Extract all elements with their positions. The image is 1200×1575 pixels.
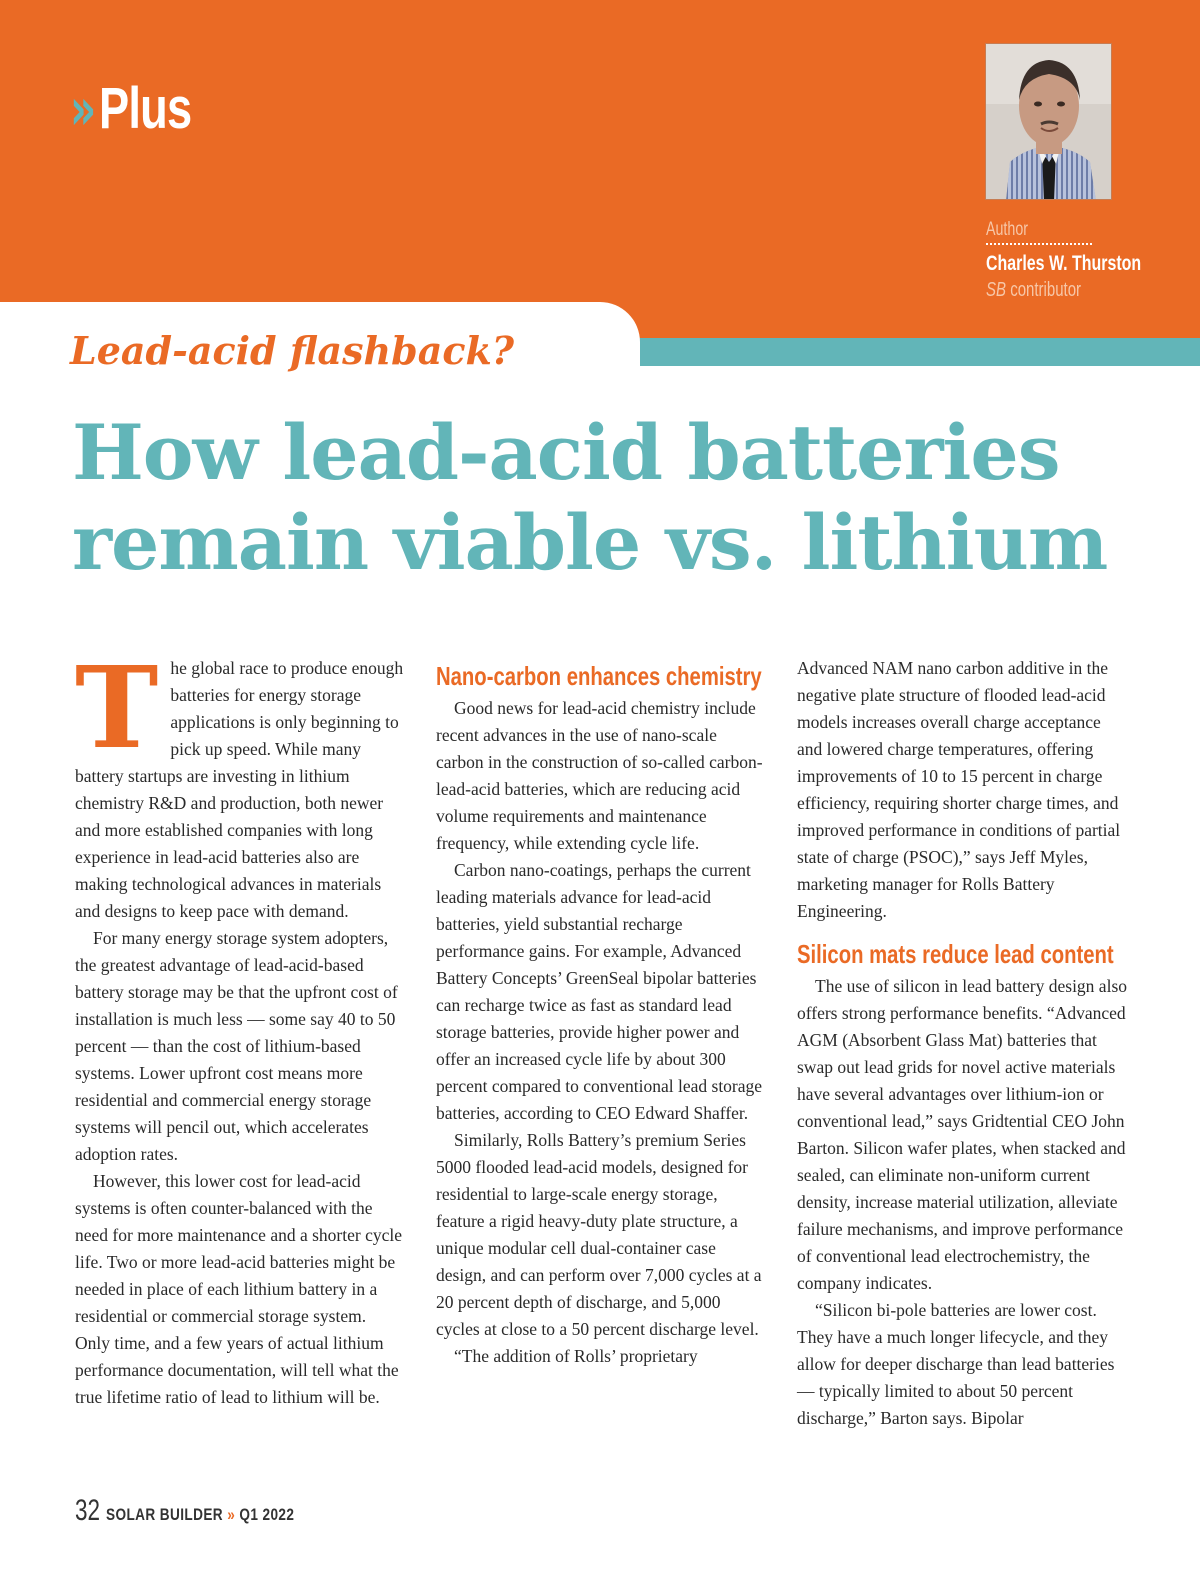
paragraph: “Silicon bi-pole batteries are lower cost. They have a much longer lifecycle, and they allow for deeper discharge than lead batteries — typically limited to about 50 percent discharge,” Barton says. Bipolar (797, 1300, 1115, 1428)
author-photo (985, 43, 1112, 200)
kicker: Lead-acid flashback? (70, 328, 515, 373)
teal-accent-bar (638, 338, 1200, 366)
section-label (70, 75, 218, 143)
headline-line-2: remain viable vs. lithium (72, 498, 1108, 587)
author-byline (986, 218, 1186, 303)
paragraph: “The addition of Rolls’ proprietary (454, 1346, 698, 1366)
subhead: Silicon mats reduce lead content (797, 939, 1114, 969)
paragraph: Good news for lead-acid chemistry include recent advances in the use of nano-scale carbon in the construction of so-called carbon-lead-acid batteries, which are reducing acid volume requirements and maintenance frequency, while extending cycle life. (436, 698, 763, 853)
publication-name: SOLAR BUILDER (106, 1505, 224, 1524)
author-role (986, 277, 1136, 303)
publication-info (106, 1505, 294, 1525)
headline (72, 408, 1107, 588)
paragraph: Similarly, Rolls Battery’s premium Series 5000 flooded lead-acid models, designed for residential to large-scale energy storage, feature a rigid heavy-duty plate structure, a unique modular cell dual-container case design, and can perform over 7,000 cycles at a 20 percent depth of discharge, and 5,000 cycles at close to a 50 percent discharge level. (436, 1130, 762, 1339)
paragraph: The use of silicon in lead battery design also offers strong performance benefits. “Advanced AGM (Absorbent Glass Mat) batteries that swap out lead grids for novel active materials have several advantages over lithium-ion or conventional lead,” says Gridtential CEO John Barton. Silicon wafer plates, when stacked and sealed, can eliminate non-uniform current density, increase material utilization, alleviate failure mechanisms, and improve performance of conventional lead electrochemistry, the company indicates. (797, 976, 1128, 1293)
drop-cap: T (75, 643, 159, 774)
paragraph: However, this lower cost for lead-acid systems is often counter-balanced with the need for more maintenance and a shorter cycle life. Two or more lead-acid batteries might be needed in place of each lithium battery in a residential or commercial storage system. Only time, and a few years of actual lithium performance documentation, will tell what the true lifetime ratio of lead to lithium will be. (75, 1171, 402, 1407)
author-role-prefix: SB (986, 279, 1007, 301)
article-column-3 (797, 655, 1127, 1432)
article-column-2 (436, 655, 766, 1370)
author-portrait-icon (986, 44, 1112, 200)
chevron-icon: » (70, 75, 97, 143)
page-footer (75, 1494, 342, 1528)
author-label: Author (986, 219, 1028, 240)
paragraph: he global race to produce enough batteries for energy storage applications is only beginning to pick up speed. While many battery startups are investing in lithium chemistry R&D and production, both newer and more established companies with long experience in lead-acid batteries also are making technological advances in materials and designs to keep pace with demand. (75, 658, 404, 921)
paragraph: Advanced NAM nano carbon additive in the negative plate structure of flooded lead-acid models increases overall charge acceptance and lowered charge temperatures, offering improvements of 10 to 15 percent in charge efficiency, requiring shorter charge times, and improved performance in conditions of partial state of charge (PSOC),” says Jeff Myles, marketing manager for Rolls Battery Engineering. (797, 658, 1121, 921)
author-role-suffix: contributor (1010, 279, 1082, 301)
section-title: Plus (99, 76, 192, 141)
page-number: 32 (75, 1494, 101, 1527)
issue-label: Q1 2022 (239, 1505, 295, 1524)
author-divider (986, 243, 1092, 245)
article-column-1 (75, 643, 405, 1411)
author-name: Charles W. Thurston (986, 252, 1142, 275)
footer-separator: » (227, 1505, 236, 1524)
paragraph: Carbon nano-coatings, perhaps the current leading materials advance for lead-acid batteries, yield substantial recharge performance gains. For example, Advanced Battery Concepts’ GreenSeal bipolar batteries can recharge twice as fast as standard lead storage batteries, provide higher power and offer an increased cycle life by about 300 percent compared to conventional lead storage batteries, according to CEO Edward Shaffer. (436, 860, 763, 1123)
header-band-extension (600, 302, 1200, 338)
headline-line-1: How lead-acid batteries (72, 408, 1060, 497)
paragraph: For many energy storage system adopters, the greatest advantage of lead-acid-based battery storage may be that the upfront cost of installation is much less — some say 40 to 50 percent — than the cost of lithium-based systems. Lower upfront cost means more residential and commercial energy storage systems will pencil out, which accelerates adoption rates. (75, 928, 398, 1164)
subhead: Nano-carbon enhances chemistry (436, 661, 762, 691)
